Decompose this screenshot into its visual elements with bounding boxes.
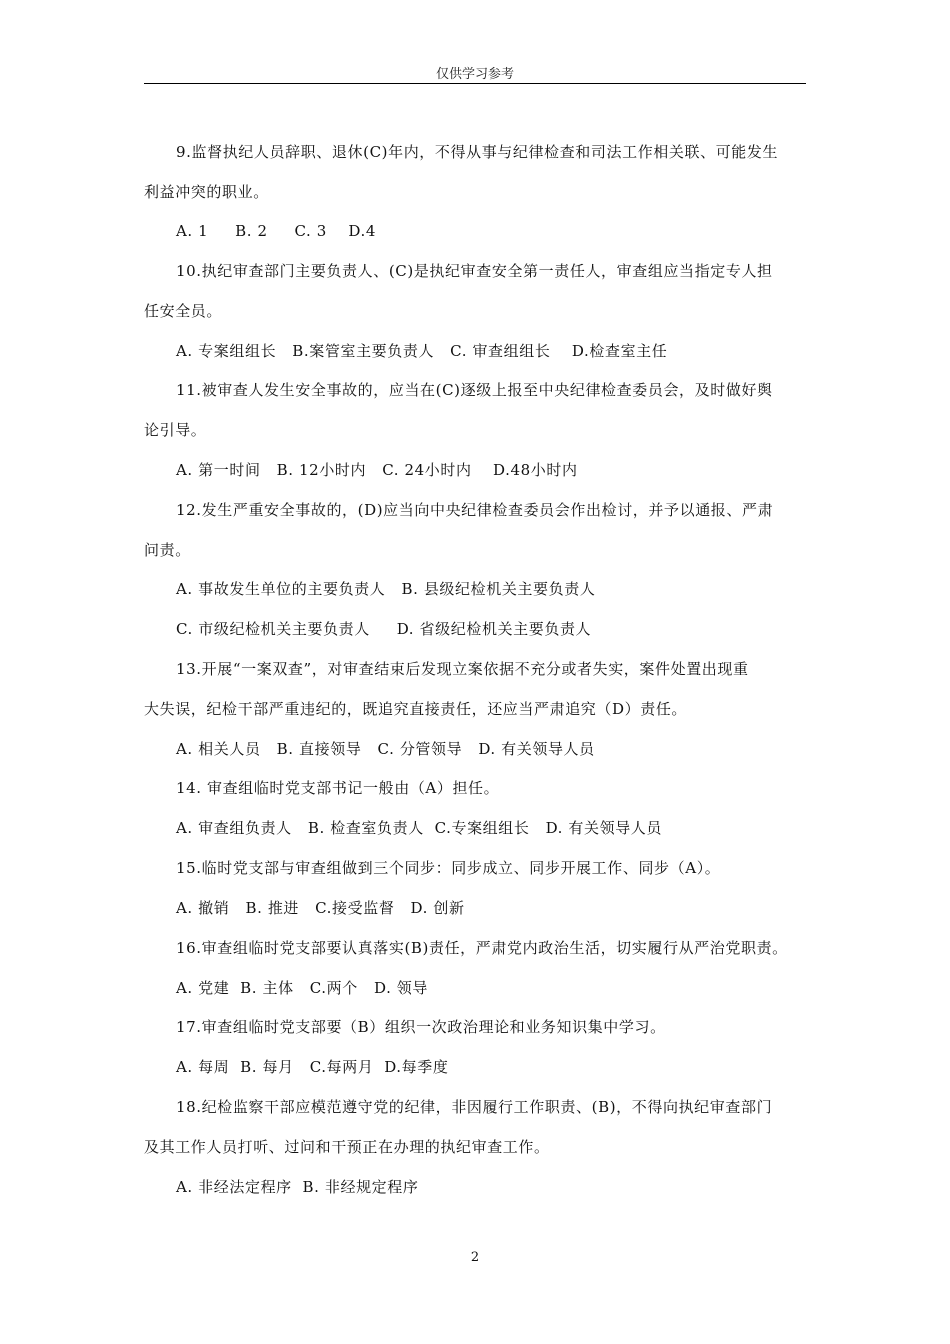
question-17-options: A. 每周 B. 每月 C.每两月 D.每季度 <box>176 1058 449 1076</box>
question-10-options: A. 专案组组长 B.案管室主要负责人 C. 审查组组长 D.检查室主任 <box>176 342 668 360</box>
question-18-line-1: 18.纪检监察干部应模范遵守党的纪律，非因履行工作职责、(B)，不得向执纪审查部门 <box>176 1098 773 1116</box>
question-12-line-2: 问责。 <box>144 541 191 559</box>
question-13-line-2: 大失误，纪检干部严重违纪的，既追究直接责任，还应当严肃追究（D）责任。 <box>144 700 688 718</box>
question-15-options: A. 撤销 B. 推进 C.接受监督 D. 创新 <box>176 899 465 917</box>
question-16-options: A. 党建 B. 主体 C.两个 D. 领导 <box>176 979 429 997</box>
page-header: 仅供学习参考 <box>435 67 514 82</box>
question-11-line-2: 论引导。 <box>144 421 207 439</box>
question-11-line-1: 11.被审查人发生安全事故的，应当在(C)逐级上报至中央纪律检查委员会，及时做好舆 <box>176 381 773 399</box>
question-10-line-1: 10.执纪审查部门主要负责人、(C)是执纪审查安全第一责任人，审查组应当指定专人担 <box>176 262 773 280</box>
question-10-line-2: 任安全员。 <box>144 302 223 320</box>
question-14-options: A. 审查组负责人 B. 检查室负责人 C.专案组组长 D. 有关领导人员 <box>176 819 663 837</box>
question-9-options: A. 1 B. 2 C. 3 D.4 <box>176 222 376 240</box>
question-18-options: A. 非经法定程序 B. 非经规定程序 <box>176 1178 419 1196</box>
question-9-line-2: 利益冲突的职业。 <box>144 183 269 201</box>
question-12-options-1: A. 事故发生单位的主要负责人 B. 县级纪检机关主要负责人 <box>176 580 596 598</box>
question-16-line-1: 16.审查组临时党支部要认真落实(B)责任，严肃党内政治生活，切实履行从严治党职责。 <box>176 939 788 957</box>
question-11-options: A. 第一时间 B. 12小时内 C. 24小时内 D.48小时内 <box>176 461 578 479</box>
question-14-line-1: 14. 审查组临时党支部书记一般由（A）担任。 <box>176 779 500 797</box>
question-15-line-1: 15.临时党支部与审查组做到三个同步：同步成立、同步开展工作、同步（A）。 <box>176 859 721 877</box>
question-18-line-2: 及其工作人员打听、过问和干预正在办理的执纪审查工作。 <box>144 1138 550 1156</box>
question-13-line-1: 13.开展“一案双查”，对审查结束后发现立案依据不充分或者失实，案件处置出现重 <box>176 660 749 678</box>
question-17-line-1: 17.审查组临时党支部要（B）组织一次政治理论和业务知识集中学习。 <box>176 1018 666 1036</box>
question-12-options-2: C. 市级纪检机关主要负责人 D. 省级纪检机关主要负责人 <box>176 620 592 638</box>
header-rule <box>144 83 806 84</box>
page-number: 2 <box>470 1250 480 1265</box>
question-13-options: A. 相关人员 B. 直接领导 C. 分管领导 D. 有关领导人员 <box>176 740 595 758</box>
question-9-line-1: 9.监督执纪人员辞职、退休(C)年内，不得从事与纪律检查和司法工作相关联、可能发生 <box>176 143 779 161</box>
question-12-line-1: 12.发生严重安全事故的，(D)应当向中央纪律检查委员会作出检讨，并予以通报、严肃 <box>176 501 774 519</box>
